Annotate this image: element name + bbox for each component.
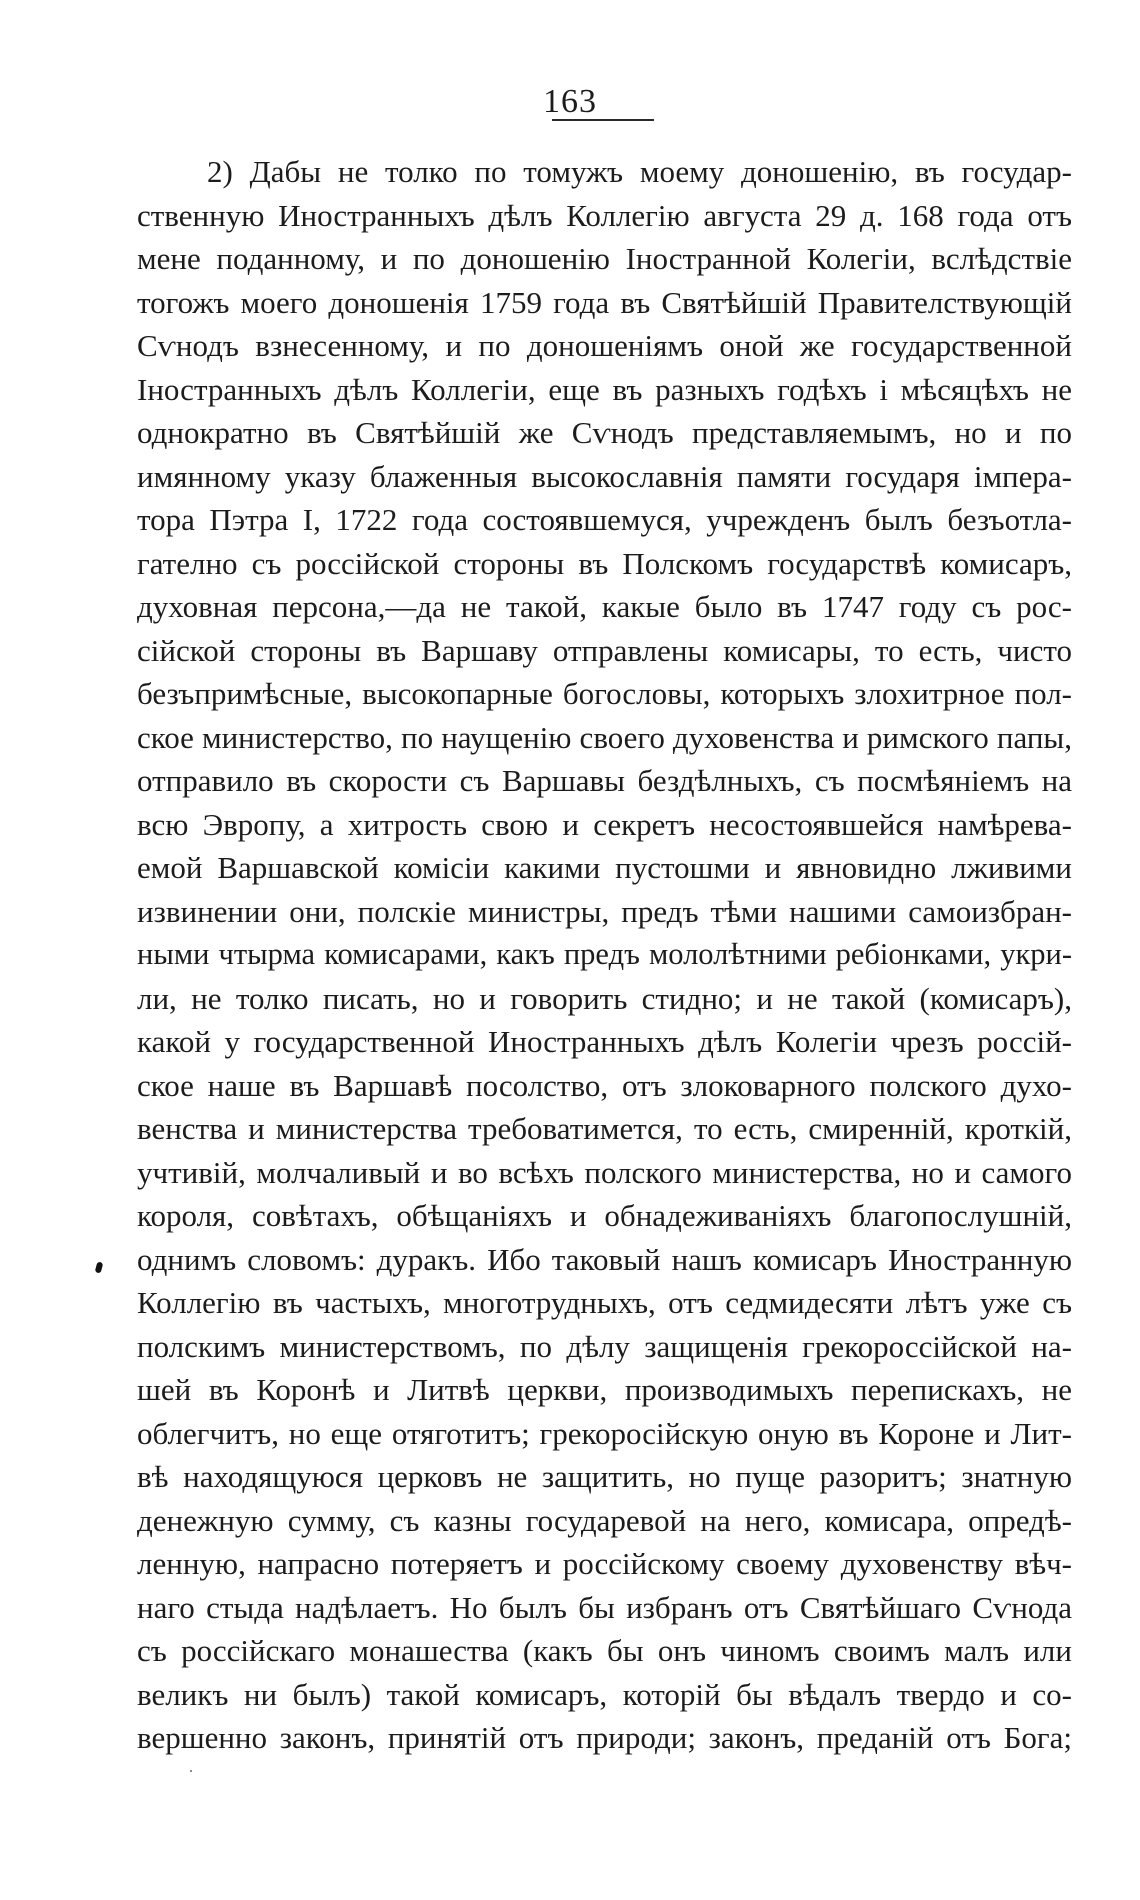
text-line: извинении они, полскіе министры, предъ тѣми нашими самоизбран- <box>137 893 1072 929</box>
text-line: ственную Иностранныхъ дѣлъ Коллегію августа 29 д. 168 года отъ <box>137 197 1072 233</box>
text-line: наго стыда надѣлаетъ. Но былъ бы избранъ отъ Святѣйшаго Сѵнода <box>137 1589 1072 1625</box>
page-number-rule <box>552 119 654 121</box>
text-line: ское министерство, по наущенію своего духовенства и римского папы, <box>137 719 1072 755</box>
text-line: имянному указу блаженныя высокославнія памяти государя імпера- <box>137 458 1072 494</box>
text-line: Іностранныхъ дѣлъ Коллегіи, еще въ разныхъ годѣхъ і мѣсяцѣхъ не <box>137 371 1072 407</box>
text-line: денежную сумму, съ казны государевой на него, комисара, опредѣ- <box>137 1502 1072 1538</box>
text-line: венства и министерства требоватимется, то есть, смиренній, кроткій, <box>137 1111 1072 1146</box>
text-line: тора Пэтра I, 1722 года состоявшемуся, учрежденъ былъ безъотла- <box>137 502 1072 537</box>
ink-dot <box>190 1770 192 1772</box>
text-line: ными чтырма комисарами, какъ предъ мололѣтними ребіонками, укри- <box>137 937 1072 971</box>
text-line: шей въ Коронѣ и Литвѣ церкви, производимыхъ перепискахъ, не <box>137 1372 1072 1407</box>
text-line: 2) Дабы не толко по томужъ моему доношенію, въ государ- <box>207 154 1072 189</box>
text-line: ленную, напрасно потеряетъ и россійскому своему духовенству вѣч- <box>137 1546 1072 1581</box>
text-line: мене поданному, и по доношенію Іностранной Колегіи, вслѣдствіе <box>137 241 1072 276</box>
ink-mark <box>95 1261 104 1273</box>
text-line: какой у государственной Иностранныхъ дѣлъ Колегіи чрезъ россій- <box>137 1024 1072 1059</box>
text-line: съ россійскаго монашества (какъ бы онъ чиномъ своимъ малъ или <box>137 1633 1072 1668</box>
text-line: вершенно законъ, принятій отъ природи; законъ, преданій отъ Бога; <box>137 1720 1072 1755</box>
text-line: Сѵнодъ взнесенному, и по доношеніямъ оной же государственной <box>137 328 1072 363</box>
text-line: безъпримѣсные, высокопарные богословы, которыхъ злохитрное пол- <box>137 676 1072 711</box>
text-line: духовная персона,—да не такой, какые было въ 1747 году съ рос- <box>137 589 1072 624</box>
text-line: облегчитъ, но еще отяготитъ; грекоросійскую оную въ Короне и Лит- <box>137 1415 1072 1451</box>
text-line: тогожъ моего доношенія 1759 года въ Святѣйшій Правителствующій <box>137 284 1072 320</box>
text-line: ли, не толко писать, но и говорить стидно; и не такой (комисаръ), <box>137 980 1072 1016</box>
text-line: однократно въ Святѣйшій же Сѵнодъ представляемымъ, но и по <box>137 415 1072 450</box>
text-line: сійской стороны въ Варшаву отправлены комисары, то есть, чисто <box>137 632 1072 668</box>
text-line: отправило въ скорости съ Варшавы бездѣлныхъ, съ посмѣяніемъ на <box>137 763 1072 798</box>
text-line: однимъ словомъ: дуракъ. Ибо таковый нашъ комисаръ Иностранную <box>137 1241 1072 1277</box>
text-line: учтивій, молчаливый и во всѣхъ полского министерства, но и самого <box>137 1154 1072 1190</box>
text-line: ское наше въ Варшавѣ посолство, отъ злоковарного полского духо- <box>137 1067 1072 1103</box>
page-text <box>137 150 1072 1760</box>
text-line: вѣ находящуюся церковъ не защитить, но пуще разоритъ; знатную <box>137 1459 1072 1494</box>
text-line: короля, совѣтахъ, обѣщаніяхъ и обнадеживаніяхъ благопослушній, <box>137 1198 1072 1233</box>
page-number: 163 <box>543 83 597 120</box>
text-line: всю Эвропу, а хитрость свою и секретъ несостоявшейся намѣрева- <box>137 806 1072 842</box>
text-line: емой Варшавской комісіи какими пустошми и явновидно лживими <box>137 850 1072 885</box>
text-line: великъ ни былъ) такой комисаръ, которій бы вѣдалъ твердо и со- <box>137 1676 1072 1712</box>
text-line: Коллегію въ частыхъ, многотрудныхъ, отъ седмидесяти лѣтъ уже съ <box>137 1285 1072 1320</box>
text-line: гателно съ россійской стороны въ Полскомъ государствѣ комисаръ, <box>137 545 1072 581</box>
text-line: полскимъ министерствомъ, по дѣлу защищенія грекороссійской на- <box>137 1328 1072 1364</box>
